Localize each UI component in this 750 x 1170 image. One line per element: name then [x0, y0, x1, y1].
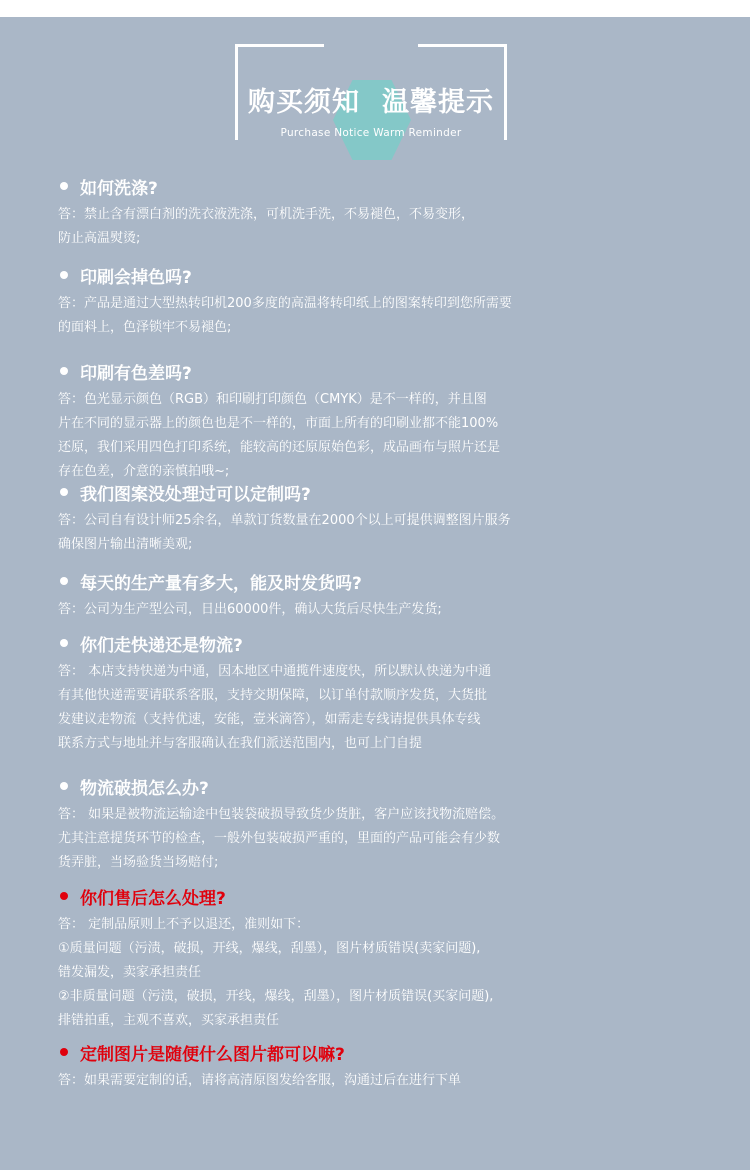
answer-line: 的面料上，色泽锁牢不易褪色;	[58, 320, 232, 335]
answer-line: 尤其注意提货环节的检查，一般外包装破损严重的，里面的产品可能会有少数	[58, 831, 501, 846]
faq-item	[58, 1039, 678, 1093]
faq-item	[58, 630, 678, 756]
answer-line: 确保图片输出清晰美观;	[58, 537, 193, 552]
bullet-icon	[60, 271, 68, 279]
bullet-icon	[60, 639, 68, 647]
faq-item	[58, 358, 678, 484]
faq-answer	[58, 660, 678, 756]
faq-answer	[58, 1069, 678, 1093]
answer-line: 答：色光显示颜色（RGB）和印刷打印颜色（CMYK）是不一样的，并且图	[58, 392, 487, 407]
faq-question-text: 定制图片是随便什么图片都可以嘛?	[80, 1044, 345, 1065]
answer-line: 联系方式与地址并与客服确认在我们派送范围内，也可上门自提	[58, 736, 423, 751]
faq-question	[58, 358, 678, 384]
answer-line: 答： 定制品原则上不予以退还，准则如下：	[58, 917, 310, 932]
answer-line: 发建议走物流（支持优速，安能，壹米滴答），如需走专线请提供具体专线	[58, 712, 481, 727]
answer-line: 货弄脏，当场验货当场赔付;	[58, 855, 219, 870]
faq-question	[58, 568, 678, 594]
answer-line: 错发漏发，卖家承担责任	[58, 965, 202, 980]
top-white-strip	[0, 0, 750, 17]
faq-answer	[58, 388, 678, 484]
answer-line: 答： 本店支持快递为中通，因本地区中通揽件速度快，所以默认快递为中通	[58, 664, 492, 679]
answer-line: 存在色差，介意的亲慎拍哦~;	[58, 464, 230, 479]
faq-question	[58, 173, 678, 199]
faq-question-text: 你们售后怎么处理?	[80, 888, 226, 909]
bullet-icon	[60, 488, 68, 496]
bullet-icon	[60, 577, 68, 585]
faq-answer	[58, 598, 678, 622]
bullet-icon	[60, 782, 68, 790]
faq-question-text: 物流破损怎么办?	[80, 778, 209, 799]
answer-line: 答：禁止含有漂白剂的洗衣液洗涤，可机洗手洗，不易褪色，不易变形，	[58, 207, 475, 222]
faq-question-text: 印刷会掉色吗?	[80, 267, 192, 288]
faq-question-text: 印刷有色差吗?	[80, 363, 192, 384]
answer-line: 还原，我们采用四色打印系统，能较高的还原原始色彩，成品画布与照片还是	[58, 440, 501, 455]
notice-panel	[0, 17, 750, 1170]
bullet-icon	[60, 1048, 68, 1056]
faq-item	[58, 773, 678, 875]
faq-question	[58, 1039, 678, 1065]
faq-item	[58, 883, 678, 1033]
answer-line: 防止高温熨烫;	[58, 231, 141, 246]
faq-question	[58, 630, 678, 656]
answer-line: 有其他快递需要请联系客服，支持交期保障，以订单付款顺序发货，大货批	[58, 688, 488, 703]
header-title	[235, 80, 507, 119]
answer-line: 答：产品是通过大型热转印机200多度的高温将转印纸上的图案转印到您所需要	[58, 296, 512, 311]
faq-answer	[58, 292, 678, 340]
header-title-left: 购买须知	[248, 87, 360, 118]
faq-question-text: 每天的生产量有多大，能及时发货吗?	[80, 573, 362, 594]
answer-line: 排错拍重，主观不喜欢，买家承担责任	[58, 1013, 280, 1028]
answer-line: 答：公司自有设计师25余名，单款订货数量在2000个以上可提供调整图片服务	[58, 513, 511, 528]
bullet-icon	[60, 367, 68, 375]
answer-line: 答：公司为生产型公司，日出60000件，确认大货后尽快生产发货;	[58, 602, 442, 617]
faq-answer	[58, 509, 678, 557]
faq-question-text: 如何洗涤?	[80, 178, 158, 199]
faq-question	[58, 883, 678, 909]
header-frame	[235, 44, 507, 137]
header-subtitle: Purchase Notice Warm Reminder	[280, 127, 462, 139]
answer-line: ②非质量问题（污渍，破损，开线，爆线，刮墨），图片材质错误(买家问题),	[58, 989, 494, 1004]
bullet-icon	[60, 892, 68, 900]
answer-line: 片在不同的显示器上的颜色也是不一样的，市面上所有的印刷业都不能100%	[58, 416, 499, 431]
answer-line: 答： 如果是被物流运输途中包装袋破损导致货少货脏，客户应该找物流赔偿。	[58, 807, 505, 822]
faq-question	[58, 479, 678, 505]
bullet-icon	[60, 182, 68, 190]
answer-line: ①质量问题（污渍，破损，开线，爆线，刮墨），图片材质错误(卖家问题),	[58, 941, 481, 956]
answer-line: 答：如果需要定制的话，请将高清原图发给客服，沟通过后在进行下单	[58, 1073, 462, 1088]
faq-item	[58, 568, 678, 622]
faq-item	[58, 479, 678, 557]
faq-question	[58, 773, 678, 799]
header-title-right: 温馨提示	[382, 87, 494, 118]
faq-question-text: 你们走快递还是物流?	[80, 635, 243, 656]
faq-answer	[58, 203, 678, 251]
faq-question-text: 我们图案没处理过可以定制吗?	[80, 484, 311, 505]
faq-answer	[58, 913, 678, 1033]
faq-item	[58, 262, 678, 340]
faq-answer	[58, 803, 678, 875]
faq-question	[58, 262, 678, 288]
faq-item	[58, 173, 678, 251]
